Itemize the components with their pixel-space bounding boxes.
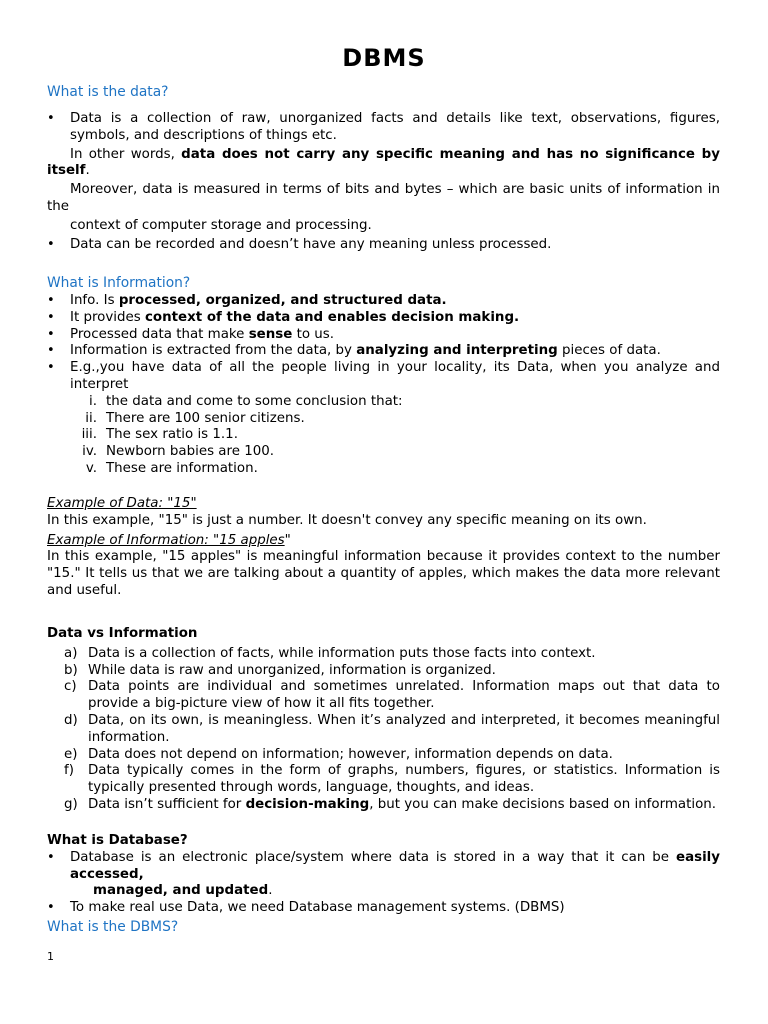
example-data-text: In this example, "15" is just a number. It doesn't convey any specific meaning on its own. — [47, 512, 647, 528]
list-item: • To make real use Data, we need Database management systems. (DBMS) — [47, 900, 720, 917]
list-item: • Data can be recorded and doesn’t have any meaning unless processed. — [47, 237, 720, 254]
heading-what-is-database: What is Database? — [47, 833, 188, 848]
list-item: • E.g.,you have data of all the people living in your locality, its Data, when you analyze and interpret — [47, 360, 720, 394]
list-item: a) Data is a collection of facts, while information puts those facts into context. — [64, 645, 596, 661]
roman-item: iii. The sex ratio is 1.1. — [81, 427, 238, 443]
section-data — [47, 111, 720, 253]
roman-item: ii. There are 100 senior citizens. — [85, 410, 305, 426]
example-info-text: In this example, "15 apples" is meaningful information because it provides context to the number "15." It tells us that we are talking about a quantity of apples, which makes the data more relevant and useful. — [47, 549, 720, 598]
list-item: f) Data typically comes in the form of graphs, numbers, figures, or statistics. Information is typically presented through words, language, thoughts, and ideas. — [64, 763, 720, 796]
section-information — [47, 293, 720, 478]
example-info-label: Example of Information: "15 apples" — [47, 532, 291, 548]
list-item: • Information is extracted from the data, by analyzing and interpreting pieces of data. — [47, 343, 720, 360]
list-item: d) Data, on its own, is meaningless. When it’s analyzed and interpreted, it becomes meaningful information. — [64, 712, 720, 745]
list-item: e) Data does not depend on information; however, information depends on data. — [64, 746, 613, 762]
paragraph: In other words, data does not carry any specific meaning and has no significance by itself. — [47, 146, 720, 179]
list-item: • Data is a collection of raw, unorganized facts and details like text, observations, figures, symbols, and descriptions of things etc. — [47, 111, 720, 145]
heading-what-is-dbms: What is the DBMS? — [47, 918, 179, 935]
list-item: • It provides context of the data and enables decision making. — [47, 310, 720, 327]
heading-what-is-data: What is the data? — [47, 84, 169, 100]
paragraph: Moreover, data is measured in terms of bits and bytes – which are basic units of information in the — [47, 182, 720, 214]
list-item: b) While data is raw and unorganized, information is organized. — [64, 662, 496, 678]
list-item: g) Data isn’t sufficient for decision-making, but you can make decisions based on information. — [64, 796, 717, 812]
page-number: 1 — [47, 950, 54, 963]
heading-data-vs-information: Data vs Information — [47, 626, 198, 641]
list-item: • Processed data that make sense to us. — [47, 327, 720, 344]
heading-what-is-information: What is Information? — [47, 275, 191, 291]
roman-item: v. These are information. — [85, 460, 258, 476]
list-item-continuation: managed, and updated. — [93, 883, 273, 899]
list-item: c) Data points are individual and sometimes unrelated. Information maps out that data to provide a big-picture view of how it all fits together. — [64, 679, 720, 712]
roman-item: i. the data and come to some conclusion that: — [89, 393, 403, 409]
page-title: DBMS — [342, 44, 426, 72]
example-data-label: Example of Data: "15" — [47, 496, 197, 511]
roman-item: iv. Newborn babies are 100. — [82, 444, 275, 460]
section-examples — [47, 496, 720, 600]
paragraph: context of computer storage and processing. — [70, 217, 372, 233]
section-data-vs-information — [47, 626, 720, 814]
list-item: • Database is an electronic place/system where data is stored in a way that it can be easily accessed, — [47, 850, 720, 884]
list-item: • Info. Is processed, organized, and structured data. — [47, 293, 720, 310]
section-database — [47, 833, 720, 936]
